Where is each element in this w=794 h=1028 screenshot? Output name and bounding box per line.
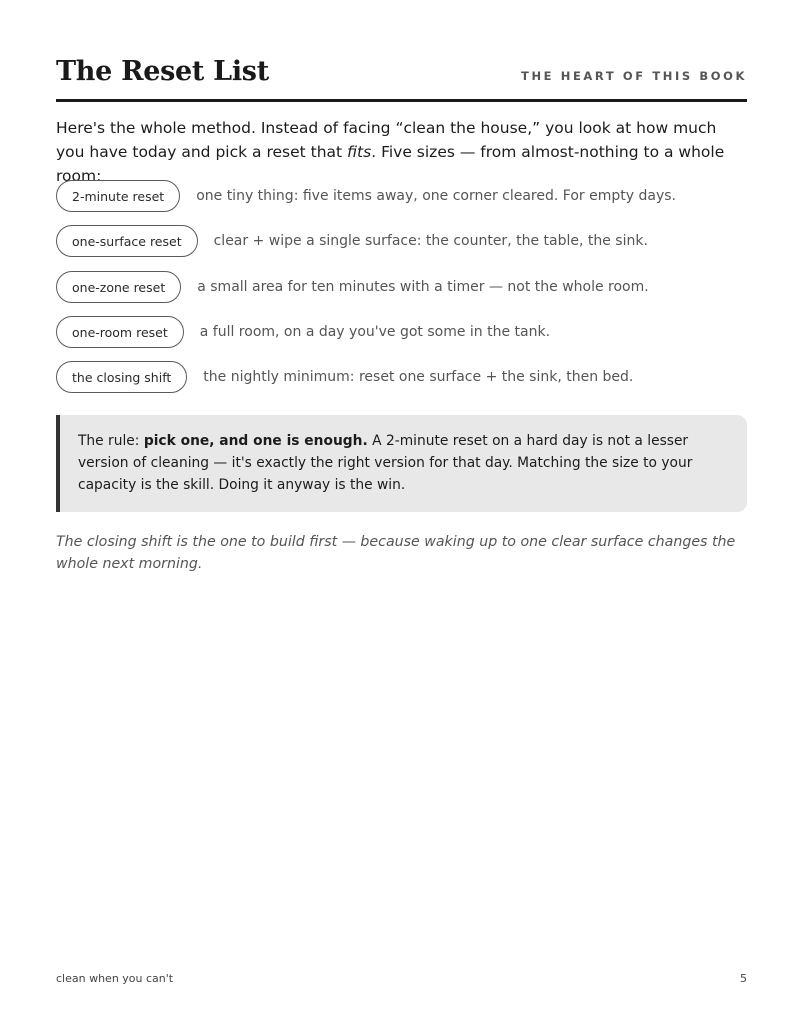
intro-text-end: . Five sizes — from almost-nothing to a whole room: [56, 143, 725, 185]
reset-tag: 2-minute reset [56, 180, 180, 212]
intro-emphasis: fits [347, 143, 372, 161]
closing-note: The closing shift is the one to build first — because waking up to one clear surface changes the whole next morning. [56, 534, 736, 572]
callout-strong: pick one, and one is enough. [143, 433, 368, 449]
reset-item-2-minute [56, 180, 676, 212]
reset-tag: one-surface reset [56, 225, 198, 257]
section-kicker: THE HEART OF THIS BOOK [521, 69, 747, 83]
page [56, 0, 747, 1028]
page-header [56, 54, 747, 102]
reset-item-one-room [56, 316, 550, 348]
reset-item-closing-shift [56, 361, 633, 393]
reset-description: a small area for ten minutes with a timer — not the whole room. [197, 279, 649, 295]
reset-tag: one-zone reset [56, 271, 181, 303]
reset-tag: the closing shift [56, 361, 187, 393]
reset-description: the nightly minimum: reset one surface + the sink, then bed. [203, 369, 634, 385]
page-title: The Reset List [56, 56, 269, 87]
reset-description: clear + wipe a single surface: the counter, the table, the sink. [213, 233, 648, 249]
footer-book-title: clean when you can't [56, 972, 174, 985]
intro-text-start: Here's the whole method. Instead of facing “clean the house,” you look at how much you have today and pick a reset that [56, 119, 717, 161]
callout-body: A 2-minute reset on a hard day is not a lesser version of cleaning — it's exactly the right version for that day. Matching the size to your capacity is the skill. Doing it anyway is the win. [78, 433, 693, 493]
reset-item-one-zone [56, 271, 649, 303]
footer-page-number: 5 [740, 972, 747, 985]
callout-lead: The rule: [78, 433, 144, 449]
reset-description: one tiny thing: five items away, one corner cleared. For empty days. [196, 188, 676, 204]
reset-item-one-surface [56, 225, 648, 257]
reset-tag: one-room reset [56, 316, 184, 348]
rule-callout [56, 415, 747, 512]
intro-paragraph [56, 116, 747, 188]
reset-description: a full room, on a day you've got some in the tank. [199, 324, 551, 340]
